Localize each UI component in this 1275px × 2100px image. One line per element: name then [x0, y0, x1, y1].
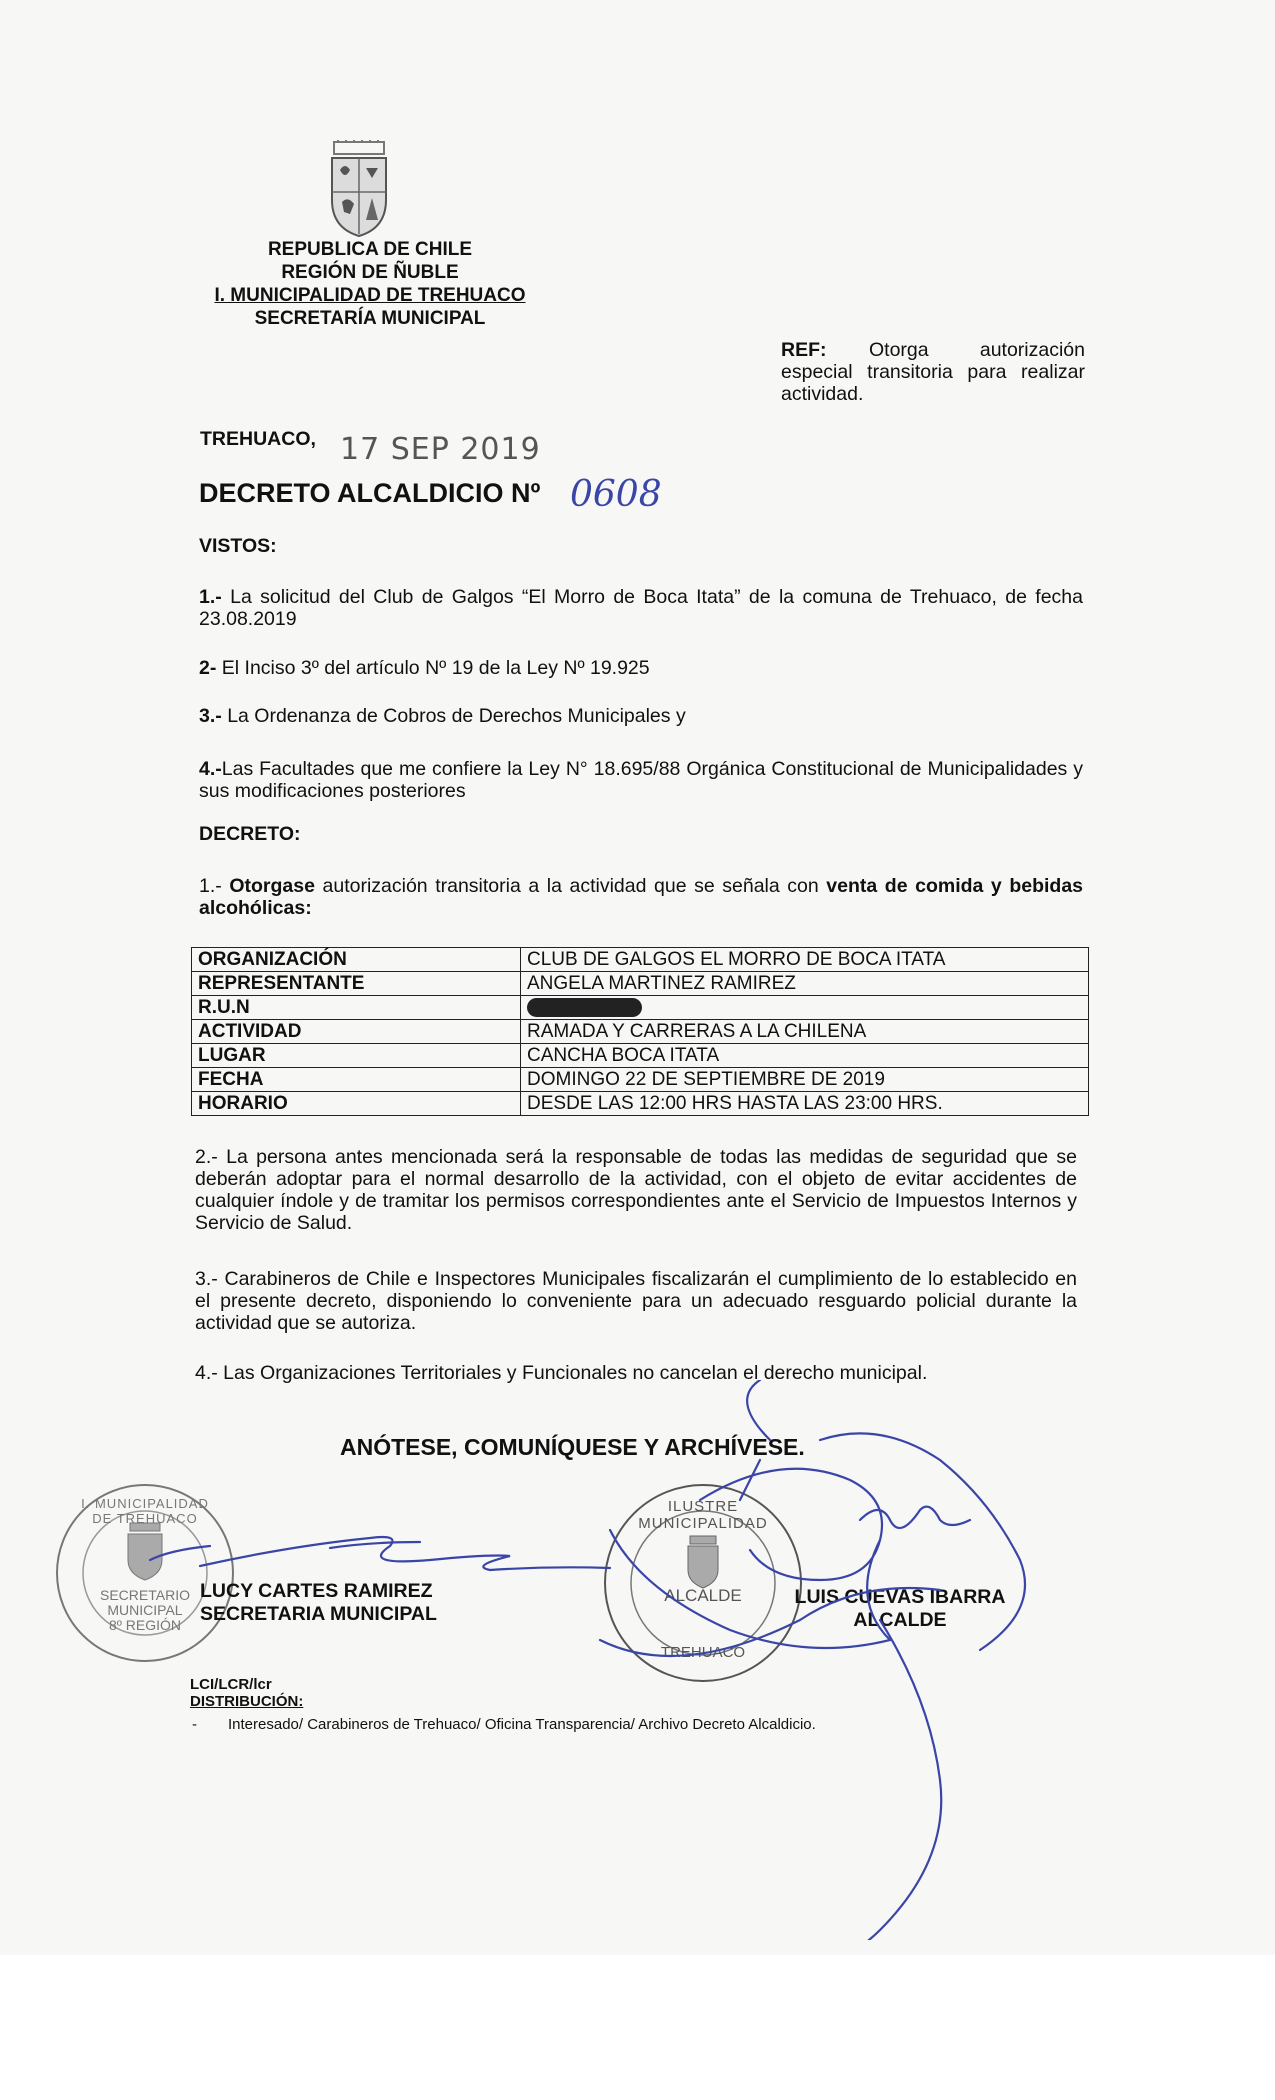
ref-label: REF: [781, 339, 827, 361]
vistos-item-4 [199, 758, 1083, 802]
vistos-item-2-number: 2- [199, 657, 217, 679]
vistos-item-2-text: El Inciso 3º del artículo Nº 19 de la Ley Nº 19.925 [221, 657, 650, 679]
decreto-point-1 [199, 875, 1083, 919]
secretary-stamp-line-3: 8º REGIÓN [108, 1617, 182, 1633]
footer-initials: LCI/LCR/lcr [190, 1676, 272, 1693]
vistos-item-2 [199, 657, 1083, 679]
table-cell-key: LUGAR [192, 1044, 521, 1068]
vistos-item-1-number: 1.- [199, 586, 222, 608]
table-cell-value: DESDE LAS 12:00 HRS HASTA LAS 23:00 HRS. [521, 1092, 1089, 1116]
decreto-point-1-bold-end: venta de comida y bebidas alcohólicas: [199, 875, 1084, 919]
vistos-heading: VISTOS: [199, 535, 277, 557]
vistos-item-3 [199, 705, 1083, 727]
distribution-label: DISTRIBUCIÓN: [190, 1693, 304, 1710]
table-cell-value: DOMINGO 22 DE SEPTIEMBRE DE 2019 [521, 1068, 1089, 1092]
decreto-heading: DECRETO: [199, 823, 301, 845]
mayor-title: ALCALDE [853, 1609, 947, 1631]
vistos-item-3-number: 3.- [199, 705, 222, 727]
table-cell-key: ACTIVIDAD [192, 1020, 521, 1044]
vistos-item-3-text: La Ordenanza de Cobros de Derechos Municipales y [227, 705, 686, 727]
table-row [192, 1044, 1089, 1068]
decreto-point-1-number: 1.- [199, 875, 222, 897]
header-office: SECRETARÍA MUNICIPAL [254, 308, 486, 329]
secretary-title: SECRETARIA MUNICIPAL [200, 1603, 437, 1625]
mayor-stamp-bottom-text: TREHUACO [660, 1644, 746, 1661]
table-cell-value: ANGELA MARTINEZ RAMIREZ [521, 972, 1089, 996]
table-row [192, 996, 1089, 1020]
vistos-item-1 [199, 586, 1083, 630]
table-row [192, 1092, 1089, 1116]
mayor-stamp-center-text: ALCALDE [664, 1586, 742, 1605]
table-cell-key: FECHA [192, 1068, 521, 1092]
vistos-item-4-number: 4.- [199, 758, 222, 780]
activity-details-table [191, 947, 1089, 1116]
distribution-text: Interesado/ Carabineros de Trehuaco/ Oficina Transparencia/ Archivo Decreto Alcaldicio. [228, 1716, 816, 1733]
ref-text-rest: especial transitoria para realizar actividad. [781, 361, 1085, 405]
table-cell-value: CANCHA BOCA ITATA [521, 1044, 1089, 1068]
mayor-name: LUIS CUEVAS IBARRA [794, 1586, 1006, 1608]
distribution-list [192, 1716, 816, 1733]
decreto-point-4: 4.- Las Organizaciones Territoriales y Funcionales no cancelan el derecho municipal. [195, 1362, 928, 1384]
mayor-stamp-ring-text: ILUSTRE MUNICIPALIDAD [638, 1498, 768, 1532]
footer-references [190, 1676, 303, 1710]
table-cell-value: CLUB DE GALGOS EL MORRO DE BOCA ITATA [521, 948, 1089, 972]
distribution-bullet: - [192, 1716, 197, 1733]
secretary-stamp-ring-text: I. MUNICIPALIDAD DE TREHUACO [81, 1496, 209, 1526]
secretary-name: LUCY CARTES RAMIREZ [200, 1580, 433, 1602]
decree-title: DECRETO ALCALDICIO Nº [199, 478, 541, 508]
coat-of-arms-icon [328, 140, 390, 240]
decreto-point-1-bold-verb: Otorgase [229, 875, 315, 897]
table-cell-value: RAMADA Y CARRERAS A LA CHILENA [521, 1020, 1089, 1044]
table-row [192, 1020, 1089, 1044]
vistos-item-1-text: La solicitud del Club de Galgos “El Morro de Boca Itata” de la comuna de Trehuaco, de fecha 23.08.2019 [199, 586, 1083, 630]
ref-text-first: Otorga autorización [869, 339, 1085, 361]
decreto-point-1-text: autorización transitoria a la actividad que se señala con [322, 875, 819, 897]
table-row [192, 972, 1089, 996]
table-cell-key: REPRESENTANTE [192, 972, 521, 996]
handwritten-date: 17 SEP 2019 [340, 432, 541, 467]
place-label: TREHUACO, [200, 428, 316, 450]
redaction-mark [527, 998, 642, 1017]
table-row [192, 948, 1089, 972]
header-municipality: I. MUNICIPALIDAD DE TREHUACO [214, 285, 526, 306]
closing-formula: ANÓTESE, COMUNÍQUESE Y ARCHÍVESE. [340, 1434, 805, 1460]
table-cell-key: R.U.N [192, 996, 521, 1020]
header-country: REPUBLICA DE CHILE [267, 239, 473, 260]
secretary-stamp-line-1: SECRETARIO [100, 1587, 190, 1603]
vistos-item-4-text: Las Facultades que me confiere la Ley N° 18.695/88 Orgánica Constitucional de Municipalidades y sus modificaciones posteriores [199, 758, 1083, 802]
institution-header [160, 238, 580, 330]
table-cell-value-redacted [521, 996, 1089, 1020]
table-cell-key: HORARIO [192, 1092, 521, 1116]
handwritten-signatures-icon [0, 1380, 1275, 1940]
secretary-stamp-line-2: MUNICIPAL [107, 1602, 183, 1618]
table-row [192, 1068, 1089, 1092]
header-region: REGIÓN DE ÑUBLE [281, 262, 459, 283]
reference-block [781, 339, 1085, 405]
decreto-point-3: 3.- Carabineros de Chile e Inspectores Municipales fiscalizarán el cumplimiento de lo establecido en el presente decreto, disponiendo lo conveniente para un adecuado resguardo policial durante la actividad que se autoriza. [195, 1268, 1077, 1334]
table-cell-key: ORGANIZACIÓN [192, 948, 521, 972]
decreto-point-2: 2.- La persona antes mencionada será la responsable de todas las medidas de seguridad que se deberán adoptar para el normal desarrollo de la actividad, con el objeto de evitar accidentes de cualquier índole y de tramitar los permisos correspondientes ante el Servicio de Impuestos Internos y Servicio de Salud. [195, 1146, 1077, 1234]
handwritten-decree-number: 0608 [570, 474, 662, 515]
